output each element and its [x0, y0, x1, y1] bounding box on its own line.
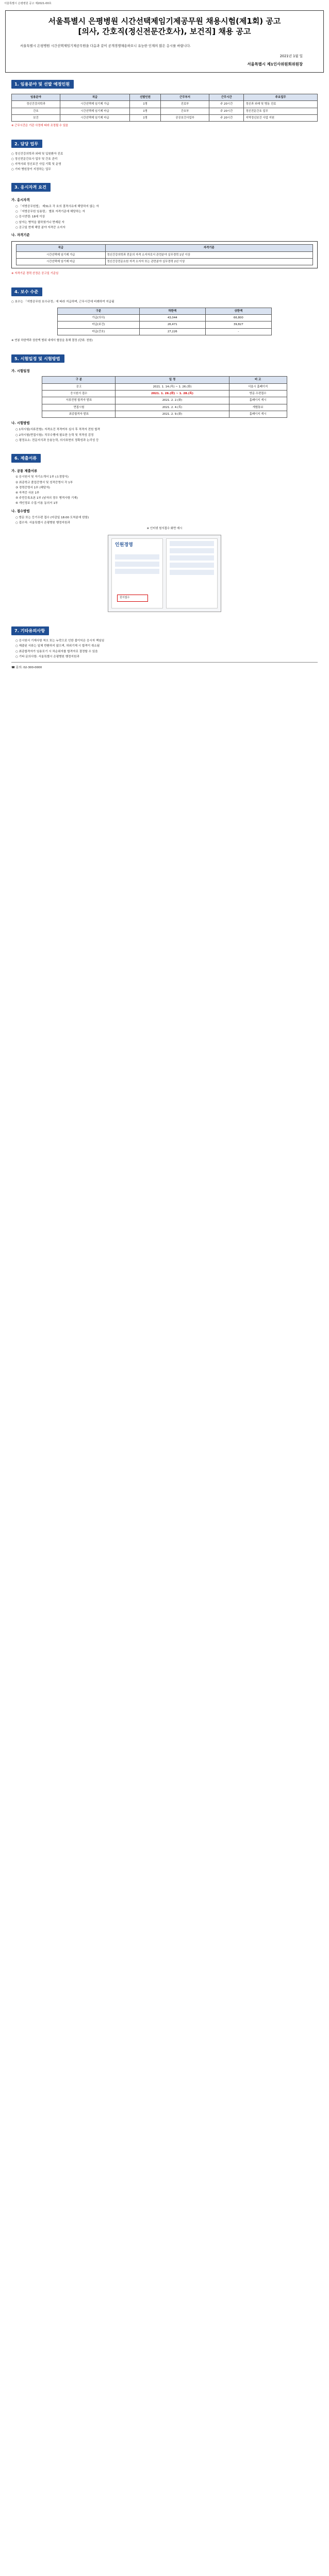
column-header: 주요업무 — [244, 94, 318, 100]
table-cell: 진료부 — [161, 101, 209, 108]
title-line-2: [의사, 간호직(정신전문간호사), 보건직] 채용 공고 — [78, 27, 251, 37]
subsection-heading: 가. 공통 제출서류 — [11, 468, 38, 473]
table-cell: 마급(간호) — [58, 328, 140, 335]
section-schedule — [6, 347, 323, 447]
apply-button-label: 원서접수 — [120, 596, 130, 599]
table-row — [12, 108, 318, 114]
table-row — [42, 390, 287, 397]
table-row — [42, 397, 287, 404]
table-cell: 2021. 1. 14.(목) ~ 1. 26.(화) — [116, 383, 229, 390]
placeholder-bar — [170, 563, 214, 568]
table-row — [42, 404, 287, 411]
column-header: 선발인원 — [129, 94, 160, 100]
column-header: 하한액 — [139, 308, 205, 314]
table-cell: 2021. 2. 4.(목) — [116, 404, 229, 411]
table-cell: 27,226 — [139, 328, 205, 335]
notice-date: 2021년 1월 일 — [279, 54, 303, 59]
table-cell: 1명 — [129, 101, 160, 108]
table-cell: 정신과 외래 및 병동 진료 — [244, 101, 318, 108]
notice-number: 서울특별시 은평병원 공고 제2021-00호 — [4, 2, 52, 5]
table-cell: 시간선택제 임기제 마급 — [60, 108, 129, 114]
table-cell: 1명 — [129, 114, 160, 121]
salary-intro: ○ 보수는 「지방공무원 보수규정」에 따라 지급하며, 근무시간에 비례하여 지급됨 — [11, 300, 114, 304]
table-cell: 주 20시간 — [209, 101, 244, 108]
column-header: 자격기준 — [105, 245, 313, 251]
column-header: 일 정 — [116, 377, 229, 383]
placeholder-bar — [115, 554, 159, 560]
subsection-heading: 나. 시험방법 — [11, 421, 30, 426]
section-salary — [6, 280, 323, 347]
table-cell: 간호 — [12, 108, 60, 114]
column-header: 직급 — [17, 245, 106, 251]
section-heading: 1. 임용분야 및 선발 예정인원 — [11, 80, 74, 89]
method-item: ○ 평정요소: 전문지식과 응용능력, 의사표현의 정확성과 논리성 등 — [15, 438, 99, 442]
table-cell: 2021. 2. 2.(화) — [116, 397, 229, 404]
table-row — [42, 411, 287, 418]
note-item: ○ 응시원서 기재사항 착오 또는 누락으로 인한 불이익은 응시자 책임임 — [15, 639, 105, 643]
table-cell: 서류전형 합격자 발표 — [42, 397, 116, 404]
screenshot-right-pane — [166, 538, 218, 608]
method-item: ○ 1차시험(서류전형): 자격요건 적격여부 심사 후 적격자 전원 합격 — [15, 428, 101, 432]
column-header: 임용분야 — [12, 94, 60, 100]
salary-table — [57, 308, 272, 336]
divider — [11, 662, 318, 663]
table-cell: 최종합격자 발표 — [42, 411, 116, 418]
table-cell: 정신건강의학과 전문의 자격 소지자로서 관련분야 실무경력 1년 이상 — [105, 251, 313, 258]
application-screenshot — [108, 535, 221, 612]
table-cell: 정신건강의학과 — [12, 101, 60, 108]
table-cell: 홈페이지 게시 — [229, 397, 287, 404]
document-item: ⑥ 개인정보 수집·이용 동의서 1부 — [15, 502, 58, 505]
section-eligibility — [6, 176, 323, 280]
qualification-table — [16, 244, 313, 265]
eligibility-item: ○ 응시연령: 18세 이상 — [15, 215, 45, 219]
screenshot-caption: ※ 인터넷 원서접수 화면 예시 — [146, 527, 183, 530]
salary-note: ※ 연봉 하한액과 상한액 범위 내에서 협상을 통해 결정 (단위: 천원) — [11, 339, 93, 343]
placeholder-bar — [170, 555, 214, 561]
document-item: ② 최종학교 졸업증명서 및 성적증명서 각 1부 — [15, 481, 73, 484]
column-header: 구분 — [58, 308, 140, 314]
document-header-bar — [0, 0, 329, 7]
table-cell: 66,800 — [205, 315, 271, 321]
table-cell: 간호부 — [161, 108, 209, 114]
document-item: ⑤ 주민등록초본 1부 (남자의 경우 병적사항 기재) — [15, 497, 78, 500]
method-item: ○ 2차시험(면접시험): 직무수행에 필요한 능력 및 적격성 검정 — [15, 433, 94, 437]
table-row — [12, 114, 318, 121]
section-notes — [6, 619, 323, 674]
table-cell: 지역정신보건 사업 지원 — [244, 114, 318, 121]
subsection-heading: 가. 시험일정 — [11, 369, 30, 374]
table-row — [12, 101, 318, 108]
table-cell: 보건 — [12, 114, 60, 121]
duty-item: ○ 기타 병원장이 지정하는 업무 — [11, 168, 51, 172]
eligibility-item: ○ 남자는 병역을 필하였거나 면제된 자 — [15, 221, 64, 224]
table-cell: 시간선택제 임기제 마급 — [60, 114, 129, 121]
section-heading: 4. 보수 수준 — [11, 287, 42, 296]
table-cell: 26,471 — [139, 321, 205, 328]
table-cell: 홈페이지 게시 — [229, 411, 287, 418]
qualification-box — [11, 241, 318, 268]
table-header-row — [42, 377, 287, 383]
placeholder-bar — [115, 562, 159, 567]
eligibility-item: ○ 「지방공무원 임용령」 별표 자격기준에 해당하는 자 — [15, 210, 85, 214]
table-cell: 2021. 1. 26.(화) ~ 1. 28.(목) — [116, 390, 229, 397]
duty-item: ○ 정신전문간호사 업무 및 간호 관리 — [11, 158, 58, 161]
table-header-row — [12, 94, 318, 100]
column-header: 근무시간 — [209, 94, 244, 100]
section-heading: 2. 담당 업무 — [11, 140, 42, 148]
subsection-heading: 나. 자격기준 — [11, 233, 30, 238]
notice-frame — [5, 10, 324, 73]
column-header: 구 분 — [42, 377, 116, 383]
note-item: ○ 제출된 서류는 일체 반환하지 않으며, 허위기재 시 합격이 취소됨 — [15, 645, 100, 648]
table-note: ※ 근무시간은 기관 사정에 따라 조정될 수 있음 — [11, 124, 69, 128]
placeholder-bar — [115, 569, 159, 574]
table-cell: 주 20시간 — [209, 108, 244, 114]
section-duties — [6, 132, 323, 176]
table-cell: 공고 — [42, 383, 116, 390]
table-cell: 시간선택제 임기제 가급 — [17, 251, 106, 258]
table-row — [17, 251, 313, 258]
table-cell: 시간선택제 임기제 마급 — [17, 259, 106, 265]
table-cell: 주 20시간 — [209, 114, 244, 121]
document-item: ④ 자격증 사본 1부 — [15, 491, 40, 495]
table-cell: 시간선택제 임기제 가급 — [60, 101, 129, 108]
section-documents — [6, 447, 323, 619]
table-row — [58, 328, 272, 335]
column-header: 직급 — [60, 94, 129, 100]
subsection-heading: 가. 응시자격 — [11, 198, 30, 202]
eligibility-note: ※ 자격기준 경력 산정은 공고일 기준임 — [11, 272, 59, 276]
section-heading: 6. 제출서류 — [11, 454, 41, 463]
title-line-1: 서울특별시 은평병원 시간선택제임기제공무원 채용시험(제1회) 공고 — [48, 16, 281, 26]
screenshot-left-pane — [111, 538, 163, 608]
document-item: ③ 경력증명서 1부 (해당자) — [15, 486, 50, 489]
table-cell: 39,827 — [205, 321, 271, 328]
duty-item: ○ 지역사회 정신보건 사업 기획 및 운영 — [11, 163, 61, 166]
issuing-organization: 서울특별시 제1인사위원회위원장 — [247, 61, 303, 66]
section-heading: 5. 시험일정 및 시험방법 — [11, 354, 64, 363]
table-cell: 응시원서 접수 — [42, 390, 116, 397]
table-header-row — [17, 245, 313, 251]
subsection-heading: 나. 접수방법 — [11, 509, 30, 513]
apply-button-highlight — [117, 595, 148, 602]
note-item: ○ 기타 문의사항: 서울특별시 은평병원 행정지원과 — [15, 655, 79, 658]
table-row — [17, 259, 313, 265]
table-cell: 마급(보건) — [58, 321, 140, 328]
table-cell: 정신건강전문요원 자격 소지자 또는 관련분야 실무경력 2년 이상 — [105, 259, 313, 265]
intro-text: 서울특별시 은평병원 시간선택제임기제공무원을 다음과 같이 공개경쟁채용하오니 유능한 인재의 많은 응시를 바랍니다. — [20, 43, 191, 48]
section-positions — [6, 73, 323, 132]
portal-logo: 인원경영 — [115, 542, 133, 548]
note-item: ○ 최종합격자가 임용포기 시 차순위자를 합격자로 결정할 수 있음 — [15, 650, 98, 653]
column-header: 근무부서 — [161, 94, 209, 100]
placeholder-bar — [170, 570, 214, 575]
table-cell: - — [205, 328, 271, 335]
document-item: ① 응시원서 및 자기소개서 1부 (소정양식) — [15, 476, 69, 479]
table-header-row — [58, 308, 272, 314]
positions-table — [11, 94, 318, 122]
section-heading: 7. 기타유의사항 — [11, 626, 49, 635]
receipt-item: ○ 방문 또는 등기우편 접수 (마감일 18:00 도착분에 한함) — [15, 516, 89, 519]
table-cell: 43,044 — [139, 315, 205, 321]
table-cell: 가급(의사) — [58, 315, 140, 321]
column-header: 상한액 — [205, 308, 271, 314]
receipt-item: ○ 접수처: 서울특별시 은평병원 행정지원과 — [15, 521, 70, 524]
contact-info: ☎ 문의: 02-300-0000 — [11, 666, 42, 669]
table-row — [42, 383, 287, 390]
table-cell: 면접시험 — [42, 404, 116, 411]
table-cell: 정신전문간호 업무 — [244, 108, 318, 114]
placeholder-bar — [170, 548, 214, 553]
table-cell: 방문·우편접수 — [229, 390, 287, 397]
placeholder-bar — [170, 541, 214, 546]
table-cell: 공공보건사업부 — [161, 114, 209, 121]
column-header: 비 고 — [229, 377, 287, 383]
table-cell: 1명 — [129, 108, 160, 114]
document-page — [0, 0, 329, 694]
page-title — [6, 11, 323, 40]
eligibility-item: ○ 공고일 현재 해당 분야 자격증 소지자 — [15, 226, 65, 229]
section-heading: 3. 응시자격 요건 — [11, 183, 51, 192]
eligibility-item: ○ 「지방공무원법」 제31조 각 호의 결격사유에 해당하지 않는 자 — [15, 205, 99, 209]
table-cell: 서울시 홈페이지 — [229, 383, 287, 390]
table-row — [58, 315, 272, 321]
table-row — [58, 321, 272, 328]
table-cell: 개별통보 — [229, 404, 287, 411]
duty-item: ○ 정신건강의학과 외래 및 입원환자 진료 — [11, 152, 63, 156]
schedule-table — [42, 376, 287, 418]
table-cell: 2021. 2. 9.(화) — [116, 411, 229, 418]
